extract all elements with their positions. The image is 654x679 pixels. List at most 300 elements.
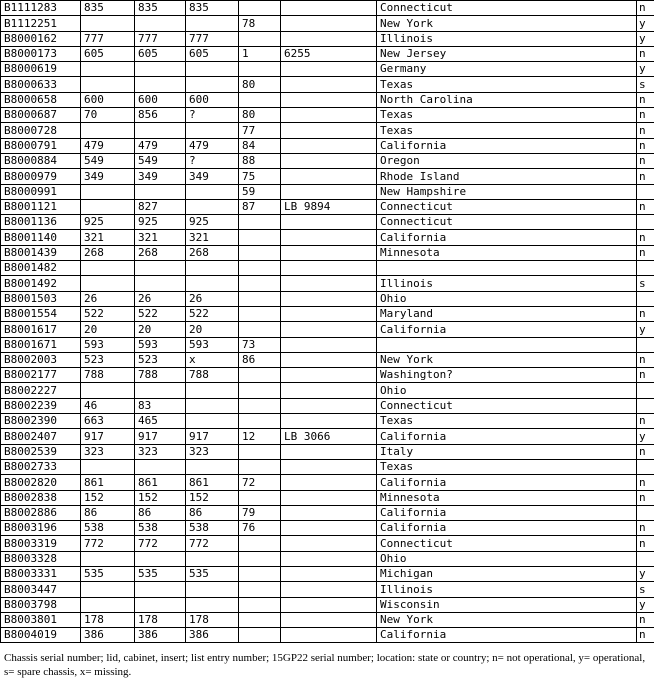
list-entry-cell: 72 [239,475,281,490]
cabinet-cell: 349 [135,169,186,184]
list-entry-cell: 79 [239,505,281,520]
location-cell: California [377,429,637,444]
serial-cell: B8002407 [1,429,81,444]
table-caption: Chassis serial number; lid, cabinet, insert; list entry number; 15GP22 serial number; location: state or country; n= not operational, y= operational, s= spare chassis, x= missing. [4,651,649,679]
serial-cell: B8003319 [1,536,81,551]
serial-cell: B8000619 [1,62,81,77]
cabinet-cell: 925 [135,215,186,230]
15gp22-serial-cell [281,77,377,92]
lid-cell: 178 [81,612,135,627]
insert-cell [186,582,239,597]
insert-cell: 777 [186,31,239,46]
table-row [1,153,654,168]
cabinet-cell [135,459,186,474]
location-cell: California [377,628,637,643]
15gp22-serial-cell [281,230,377,245]
table-row [1,352,654,367]
table-row [1,1,654,16]
table-row [1,536,654,551]
table-row [1,490,654,505]
status-cell [637,337,654,352]
table-row [1,291,654,306]
location-cell: New Jersey [377,46,637,61]
table-row [1,368,654,383]
lid-cell: 321 [81,230,135,245]
list-entry-cell [239,628,281,643]
serial-cell: B8002227 [1,383,81,398]
cabinet-cell [135,261,186,276]
status-cell: n [637,153,654,168]
table-row [1,521,654,536]
serial-cell: B8000658 [1,92,81,107]
serial-cell: B8002838 [1,490,81,505]
table-row [1,414,654,429]
lid-cell: 835 [81,1,135,16]
status-cell: n [637,1,654,16]
cabinet-cell: 917 [135,429,186,444]
location-cell: Germany [377,62,637,77]
status-cell: n [637,475,654,490]
list-entry-cell [239,261,281,276]
lid-cell: 268 [81,245,135,260]
serial-cell: B8000791 [1,138,81,153]
status-cell: n [637,46,654,61]
table-row [1,383,654,398]
table-row [1,77,654,92]
location-cell: Connecticut [377,199,637,214]
cabinet-cell [135,597,186,612]
insert-cell: 605 [186,46,239,61]
table-row [1,322,654,337]
table-row [1,230,654,245]
status-cell: y [637,62,654,77]
insert-cell: 917 [186,429,239,444]
insert-cell [186,276,239,291]
location-cell: Washington? [377,368,637,383]
cabinet-cell: 386 [135,628,186,643]
location-cell: New York [377,352,637,367]
15gp22-serial-cell [281,337,377,352]
serial-cell: B1111283 [1,1,81,16]
serial-cell: B8003196 [1,521,81,536]
cabinet-cell [135,184,186,199]
location-cell: California [377,521,637,536]
serial-cell: B8002177 [1,368,81,383]
15gp22-serial-cell [281,551,377,566]
insert-cell [186,184,239,199]
status-cell [637,261,654,276]
15gp22-serial-cell [281,536,377,551]
location-cell: Ohio [377,551,637,566]
status-cell: n [637,521,654,536]
15gp22-serial-cell [281,92,377,107]
cabinet-cell: 856 [135,108,186,123]
insert-cell: 321 [186,230,239,245]
insert-cell [186,62,239,77]
list-entry-cell [239,551,281,566]
table-row [1,475,654,490]
status-cell: y [637,16,654,31]
serial-cell: B8002733 [1,459,81,474]
cabinet-cell [135,383,186,398]
location-cell: Connecticut [377,398,637,413]
lid-cell [81,276,135,291]
cabinet-cell: 861 [135,475,186,490]
list-entry-cell: 1 [239,46,281,61]
status-cell: n [637,199,654,214]
15gp22-serial-cell [281,490,377,505]
table-row [1,261,654,276]
15gp22-serial-cell [281,153,377,168]
status-cell [637,459,654,474]
list-entry-cell [239,368,281,383]
location-cell: Texas [377,459,637,474]
15gp22-serial-cell [281,276,377,291]
15gp22-serial-cell [281,123,377,138]
cabinet-cell: 323 [135,444,186,459]
list-entry-cell: 76 [239,521,281,536]
lid-cell: 479 [81,138,135,153]
15gp22-serial-cell [281,16,377,31]
serial-cell: B8002003 [1,352,81,367]
insert-cell [186,261,239,276]
table-row [1,31,654,46]
list-entry-cell [239,566,281,581]
lid-cell: 917 [81,429,135,444]
cabinet-cell: 600 [135,92,186,107]
15gp22-serial-cell [281,184,377,199]
lid-cell [81,62,135,77]
table-row [1,612,654,627]
insert-cell: 522 [186,306,239,321]
15gp22-serial-cell [281,566,377,581]
status-cell [637,383,654,398]
insert-cell [186,398,239,413]
table-row [1,306,654,321]
15gp22-serial-cell [281,306,377,321]
lid-cell [81,459,135,474]
list-entry-cell [239,31,281,46]
status-cell: n [637,306,654,321]
lid-cell: 386 [81,628,135,643]
serial-cell: B8003798 [1,597,81,612]
15gp22-serial-cell [281,521,377,536]
status-cell: n [637,612,654,627]
lid-cell: 523 [81,352,135,367]
table-row [1,582,654,597]
insert-cell: 772 [186,536,239,551]
insert-cell: 835 [186,1,239,16]
status-cell: s [637,276,654,291]
cabinet-cell: 777 [135,31,186,46]
15gp22-serial-cell [281,1,377,16]
table-row [1,628,654,643]
status-cell: n [637,123,654,138]
insert-cell: 535 [186,566,239,581]
list-entry-cell [239,92,281,107]
list-entry-cell: 78 [239,16,281,31]
status-cell [637,291,654,306]
insert-cell: ? [186,108,239,123]
list-entry-cell [239,291,281,306]
serial-cell: B8001140 [1,230,81,245]
status-cell: n [637,138,654,153]
list-entry-cell [239,306,281,321]
table-row [1,16,654,31]
cabinet-cell: 479 [135,138,186,153]
insert-cell [186,16,239,31]
lid-cell: 777 [81,31,135,46]
table-row [1,551,654,566]
serial-cell: B8000162 [1,31,81,46]
location-cell [377,337,637,352]
list-entry-cell [239,612,281,627]
15gp22-serial-cell [281,505,377,520]
status-cell [637,551,654,566]
location-cell: California [377,505,637,520]
list-entry-cell: 88 [239,153,281,168]
15gp22-serial-cell [281,245,377,260]
15gp22-serial-cell: LB 3066 [281,429,377,444]
location-cell: Wisconsin [377,597,637,612]
table-row [1,505,654,520]
lid-cell: 925 [81,215,135,230]
status-cell: y [637,429,654,444]
list-entry-cell [239,444,281,459]
cabinet-cell [135,123,186,138]
list-entry-cell [239,245,281,260]
table-row [1,138,654,153]
serial-cell: B8001482 [1,261,81,276]
cabinet-cell [135,582,186,597]
table-row [1,429,654,444]
serial-cell: B8001617 [1,322,81,337]
cabinet-cell: 835 [135,1,186,16]
location-cell: New Hampshire [377,184,637,199]
status-cell: n [637,169,654,184]
insert-cell: 26 [186,291,239,306]
cabinet-cell: 83 [135,398,186,413]
location-cell: Michigan [377,566,637,581]
list-entry-cell [239,459,281,474]
lid-cell: 549 [81,153,135,168]
insert-cell: 386 [186,628,239,643]
list-entry-cell [239,62,281,77]
lid-cell [81,383,135,398]
serial-cell: B8001136 [1,215,81,230]
cabinet-cell: 178 [135,612,186,627]
serial-cell: B8002539 [1,444,81,459]
list-entry-cell: 80 [239,108,281,123]
status-cell: n [637,414,654,429]
15gp22-serial-cell [281,291,377,306]
location-cell: Texas [377,123,637,138]
status-cell: y [637,597,654,612]
table-row [1,169,654,184]
location-cell: California [377,138,637,153]
insert-cell: 86 [186,505,239,520]
status-cell [637,215,654,230]
location-cell: Ohio [377,291,637,306]
status-cell: n [637,245,654,260]
location-cell: California [377,322,637,337]
location-cell: New York [377,612,637,627]
insert-cell [186,383,239,398]
table-row [1,459,654,474]
insert-cell: 788 [186,368,239,383]
serial-cell: B8003328 [1,551,81,566]
lid-cell: 861 [81,475,135,490]
location-cell: Ohio [377,383,637,398]
list-entry-cell: 59 [239,184,281,199]
cabinet-cell: 152 [135,490,186,505]
insert-cell [186,77,239,92]
lid-cell: 535 [81,566,135,581]
cabinet-cell [135,16,186,31]
location-cell: Texas [377,77,637,92]
cabinet-cell [135,551,186,566]
lid-cell: 772 [81,536,135,551]
list-entry-cell [239,398,281,413]
location-cell: Illinois [377,276,637,291]
status-cell: n [637,628,654,643]
lid-cell: 593 [81,337,135,352]
table-row [1,184,654,199]
table-row [1,62,654,77]
location-cell: Connecticut [377,1,637,16]
lid-cell: 26 [81,291,135,306]
15gp22-serial-cell [281,597,377,612]
lid-cell [81,582,135,597]
cabinet-cell: 20 [135,322,186,337]
location-cell: Illinois [377,582,637,597]
list-entry-cell: 87 [239,199,281,214]
cabinet-cell [135,77,186,92]
insert-cell [186,597,239,612]
15gp22-serial-cell [281,352,377,367]
lid-cell: 663 [81,414,135,429]
table-row [1,337,654,352]
status-cell: s [637,77,654,92]
15gp22-serial-cell [281,62,377,77]
cabinet-cell: 772 [135,536,186,551]
serial-cell: B8002239 [1,398,81,413]
serial-cell: B1112251 [1,16,81,31]
insert-cell [186,123,239,138]
table-row [1,199,654,214]
lid-cell: 70 [81,108,135,123]
15gp22-serial-cell [281,475,377,490]
serial-cell: B8000633 [1,77,81,92]
15gp22-serial-cell [281,138,377,153]
list-entry-cell [239,230,281,245]
location-cell: Maryland [377,306,637,321]
cabinet-cell: 788 [135,368,186,383]
15gp22-serial-cell [281,628,377,643]
serial-cell: B8000173 [1,46,81,61]
insert-cell: ? [186,153,239,168]
lid-cell [81,261,135,276]
table-row [1,215,654,230]
serial-cell: B8004019 [1,628,81,643]
15gp22-serial-cell [281,383,377,398]
status-cell [637,398,654,413]
15gp22-serial-cell [281,31,377,46]
location-cell: Connecticut [377,215,637,230]
lid-cell: 152 [81,490,135,505]
insert-cell: 20 [186,322,239,337]
lid-cell: 20 [81,322,135,337]
insert-cell: 593 [186,337,239,352]
location-cell: Rhode Island [377,169,637,184]
cabinet-cell: 86 [135,505,186,520]
table-row [1,566,654,581]
lid-cell: 600 [81,92,135,107]
list-entry-cell: 80 [239,77,281,92]
insert-cell: 152 [186,490,239,505]
list-entry-cell [239,1,281,16]
cabinet-cell: 535 [135,566,186,581]
location-cell: Connecticut [377,536,637,551]
status-cell: n [637,352,654,367]
15gp22-serial-cell [281,368,377,383]
location-cell: Oregon [377,153,637,168]
15gp22-serial-cell [281,459,377,474]
status-cell: y [637,322,654,337]
location-cell [377,261,637,276]
lid-cell: 605 [81,46,135,61]
cabinet-cell: 827 [135,199,186,214]
cabinet-cell: 605 [135,46,186,61]
lid-cell [81,199,135,214]
insert-cell: 600 [186,92,239,107]
serial-cell: B8001554 [1,306,81,321]
cabinet-cell: 549 [135,153,186,168]
insert-cell: 925 [186,215,239,230]
lid-cell [81,184,135,199]
cabinet-cell [135,62,186,77]
list-entry-cell [239,536,281,551]
serial-cell: B8000884 [1,153,81,168]
status-cell: n [637,92,654,107]
lid-cell: 788 [81,368,135,383]
insert-cell: 268 [186,245,239,260]
15gp22-serial-cell [281,612,377,627]
table-row [1,444,654,459]
serial-cell: B8000979 [1,169,81,184]
15gp22-serial-cell [281,414,377,429]
15gp22-serial-cell [281,444,377,459]
list-entry-cell [239,597,281,612]
serial-cell: B8000728 [1,123,81,138]
cabinet-cell [135,276,186,291]
insert-cell [186,199,239,214]
serial-cell: B8002820 [1,475,81,490]
serial-cell: B8001503 [1,291,81,306]
list-entry-cell [239,383,281,398]
list-entry-cell [239,582,281,597]
lid-cell: 349 [81,169,135,184]
list-entry-cell: 75 [239,169,281,184]
table-row [1,276,654,291]
cabinet-cell: 522 [135,306,186,321]
list-entry-cell [239,215,281,230]
lid-cell [81,123,135,138]
list-entry-cell [239,490,281,505]
lid-cell [81,77,135,92]
serial-cell: B8003801 [1,612,81,627]
serial-cell: B8001492 [1,276,81,291]
